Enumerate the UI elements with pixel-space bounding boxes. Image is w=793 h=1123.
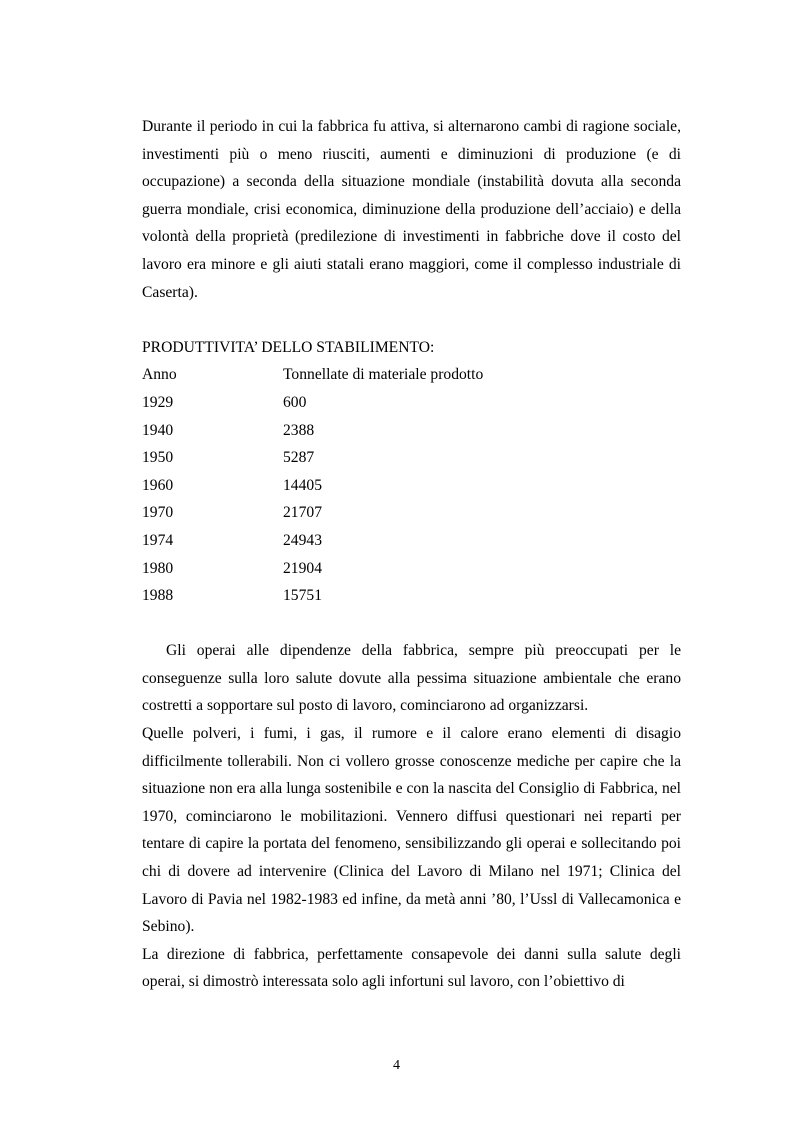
production-table xyxy=(142,361,681,609)
row-tonnage: 24943 xyxy=(283,531,322,549)
production-table-title: PRODUTTIVITA’ DELLO STABILIMENTO: xyxy=(142,338,435,356)
spacer xyxy=(142,610,681,638)
header-tonnage: Tonnellate di materiale prodotto xyxy=(283,366,484,384)
row-tonnage: 21904 xyxy=(283,559,322,577)
row-tonnage: 21707 xyxy=(283,504,322,522)
page-body xyxy=(142,113,681,996)
row-tonnage: 5287 xyxy=(283,449,315,467)
row-year: 1940 xyxy=(142,421,174,439)
production-table-header xyxy=(142,361,681,389)
header-year: Anno xyxy=(142,366,177,384)
table-row xyxy=(142,444,681,472)
row-tonnage: 2388 xyxy=(283,421,315,439)
row-year: 1950 xyxy=(142,449,174,467)
row-tonnage: 15751 xyxy=(283,587,322,605)
table-row xyxy=(142,527,681,555)
row-year: 1974 xyxy=(142,531,174,549)
page-number: 4 xyxy=(393,1058,400,1073)
table-row xyxy=(142,582,681,610)
paragraph-management: La direzione di fabbrica, perfettamente consapevole dei danni sulla salute degli operai, si dimostrò interessata solo agli infortuni sul lavoro, con l’obiettivo di xyxy=(142,945,681,991)
row-year: 1929 xyxy=(142,393,174,411)
row-year: 1988 xyxy=(142,587,174,605)
row-tonnage: 14405 xyxy=(283,476,322,494)
table-row xyxy=(142,499,681,527)
table-row xyxy=(142,389,681,417)
table-row xyxy=(142,472,681,500)
row-tonnage: 600 xyxy=(283,393,307,411)
table-row xyxy=(142,555,681,583)
spacer xyxy=(142,306,681,334)
paragraph-factory-history: Durante il periodo in cui la fabbrica fu attiva, si alternarono cambi di ragione sociale, investimenti più o meno riusciti, aumenti e diminuzioni di produzione (e di occupazione) a seconda della situazione mondiale (instabilità dovuta alla seconda guerra mondiale, crisi economica, diminuzione della produzione dell’acciaio) e della volontà della proprietà (predilezione di investimenti in fabbriche dove il costo del lavoro era minore e gli aiuti statali erano maggiori, come il complesso industriale di Caserta). xyxy=(142,118,681,301)
paragraph-workers-organize: Gli operai alle dipendenze della fabbrica, sempre più preoccupati per le conseguenze sulla loro salute dovute alla pessima situazione ambientale che erano costretti a sopportare sul posto di lavoro, cominciarono ad organizzarsi. xyxy=(142,642,681,715)
paragraph-mobilizations: Quelle polveri, i fumi, i gas, il rumore e il calore erano elementi di disagio difficilmente tollerabili. Non ci vollero grosse conoscenze mediche per capire che la situazione non era alla lunga sostenibile e con la nascita del Consiglio di Fabbrica, nel 1970, cominciarono le mobilitazioni. Vennero diffusi questionari nei reparti per tentare di capire la portata del fenomeno, sensibilizzando gli operai e sollecitando poi chi di dovere ad intervenire (Clinica del Lavoro di Milano nel 1971; Clinica del Lavoro di Pavia nel 1982-1983 ed infine, da metà anni ’80, l’Ussl di Vallecamonica e Sebino). xyxy=(142,725,681,936)
row-year: 1960 xyxy=(142,476,174,494)
table-row xyxy=(142,417,681,445)
row-year: 1980 xyxy=(142,559,174,577)
row-year: 1970 xyxy=(142,504,174,522)
